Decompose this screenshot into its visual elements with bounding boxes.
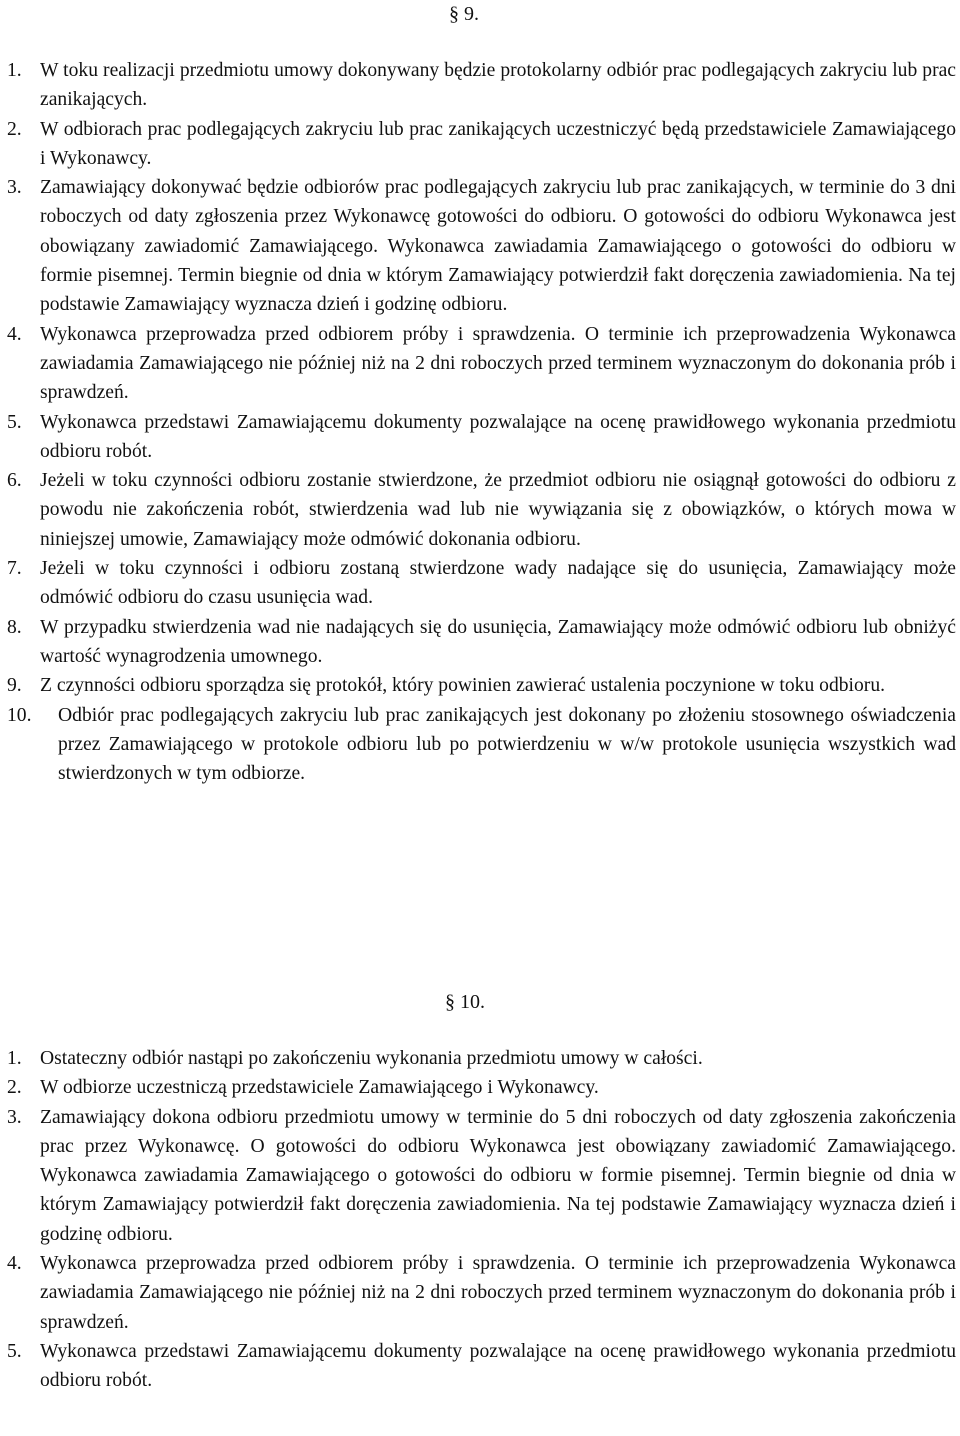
section-10-list (0, 1044, 960, 1396)
section-10 (0, 1044, 960, 1396)
item-text: Ostateczny odbiór nastąpi po zakończeniu wykonania przedmiotu umowy w całości. (40, 1048, 703, 1069)
list-item (0, 115, 960, 174)
list-item (0, 320, 960, 408)
item-number: 8. (7, 616, 22, 638)
list-item (0, 554, 960, 613)
item-text: Wykonawca przeprowadza przed odbiorem próby i sprawdzenia. O terminie ich przeprowadzenia Wykonawca zawiadamia Zamawiającego nie później niż na 2 dni roboczych przed terminem wyznaczonym do dokonania prób i sprawdzeń. (40, 323, 956, 404)
item-number: 4. (7, 1253, 22, 1275)
list-item (0, 466, 960, 554)
list-item (0, 613, 960, 672)
list-item (0, 173, 960, 319)
list-item (0, 1044, 960, 1073)
item-text: Odbiór prac podlegających zakryciu lub prac zanikających jest dokonany po złożeniu stosownego oświadczenia przez Zamawiającego w protokole odbioru lub po potwierdzeniu w w/w protokole usunięcia wszystkich wad stwierdzonych w tym odbiorze. (58, 704, 956, 785)
item-text: W odbiorach prac podlegających zakryciu lub prac zanikających uczestniczyć będą przedstawiciele Zamawiającego i Wykonawcy. (40, 118, 956, 169)
item-text: W przypadku stwierdzenia wad nie nadających się do usunięcia, Zamawiający może odmówić odbioru lub obniżyć wartość wynagrodzenia umownego. (40, 616, 956, 667)
item-text: Zamawiający dokona odbioru przedmiotu umowy w terminie do 5 dni roboczych od daty zgłoszenia zakończenia prac przez Wykonawcę. O gotowości do odbioru Wykonawca jest obowiązany zawiadomić Zamawiającego. Wykonawca zawiadamia Zamawiającego o gotowości do odbioru w formie pisemnej. Termin biegnie od dnia w którym Zamawiający potwierdził fakt doręczenia zawiadomienia. Na tej podstawie Zamawiający wyznacza dzień i godzinę odbioru. (40, 1106, 956, 1245)
item-text: Jeżeli w toku czynności i odbioru zostaną stwierdzone wady nadające się do usunięcia, Zamawiający może odmówić odbioru do czasu usunięcia wad. (40, 558, 956, 609)
item-number: 3. (7, 177, 22, 199)
list-item (0, 671, 960, 700)
item-text: Jeżeli w toku czynności odbioru zostanie stwierdzone, że przedmiot odbioru nie osiągnął gotowości do odbioru z powodu nie zakończenia robót, stwierdzenia wad lub nie wywiązania się z obowiązków, o których mowa w niniejszej umowie, Zamawiający może odmówić dokonania odbioru. (40, 470, 956, 550)
item-number: 5. (7, 411, 22, 433)
item-number: 4. (7, 323, 22, 345)
list-item (0, 701, 960, 789)
list-item (0, 408, 960, 467)
item-number: 1. (7, 1048, 22, 1069)
item-number: 5. (7, 1340, 22, 1362)
item-text: Zamawiający dokonywać będzie odbiorów prac podlegających zakryciu lub prac zanikających, w terminie do 3 dni roboczych od daty zgłoszenia przez Wykonawcę gotowości do odbioru. O gotowości do odbioru Wykonawca jest obowiązany zawiadomić Zamawiającego. Wykonawca zawiadamia Zamawiającego o gotowości do odbioru w formie pisemnej. Termin biegnie od dnia w którym Zamawiający potwierdził fakt doręczenia zawiadomienia. Na tej podstawie Zamawiający wyznacza dzień i godzinę odbioru. (40, 177, 956, 316)
item-number: 3. (7, 1106, 22, 1128)
item-text: Wykonawca przeprowadza przed odbiorem próby i sprawdzenia. O terminie ich przeprowadzenia Wykonawca zawiadamia Zamawiającego nie później niż na 2 dni roboczych przed terminem wyznaczonym do dokonania prób i sprawdzeń. (40, 1253, 956, 1333)
item-number: 2. (7, 118, 22, 140)
section-9-list (0, 56, 960, 788)
list-item (0, 1073, 960, 1102)
item-number: 2. (7, 1077, 22, 1099)
item-number: 9. (7, 675, 22, 697)
list-item (0, 1249, 960, 1337)
item-text: Z czynności odbioru sporządza się protokół, który powinien zawierać ustalenia poczynione w toku odbioru. (40, 675, 886, 697)
item-number: 10. (7, 704, 32, 726)
section-heading-9: § 9. (449, 3, 479, 25)
item-text: W odbiorze uczestniczą przedstawiciele Zamawiającego i Wykonawcy. (40, 1077, 599, 1099)
item-text: Wykonawca przedstawi Zamawiającemu dokumenty pozwalające na ocenę prawidłowego wykonania przedmiotu odbioru robót. (40, 411, 956, 462)
item-number: 6. (7, 470, 22, 492)
item-text: W toku realizacji przedmiotu umowy dokonywany będzie protokolarny odbiór prac podlegających zakryciu lub prac zanikających. (40, 60, 956, 111)
section-heading-10: § 10. (445, 991, 485, 1013)
section-9 (0, 56, 960, 788)
item-number: 7. (7, 558, 22, 580)
list-item (0, 56, 960, 115)
item-number: 1. (7, 60, 22, 81)
list-item (0, 1103, 960, 1249)
list-item (0, 1337, 960, 1396)
item-text: Wykonawca przedstawi Zamawiającemu dokumenty pozwalające na ocenę prawidłowego wykonania przedmiotu odbioru robót. (40, 1340, 956, 1392)
